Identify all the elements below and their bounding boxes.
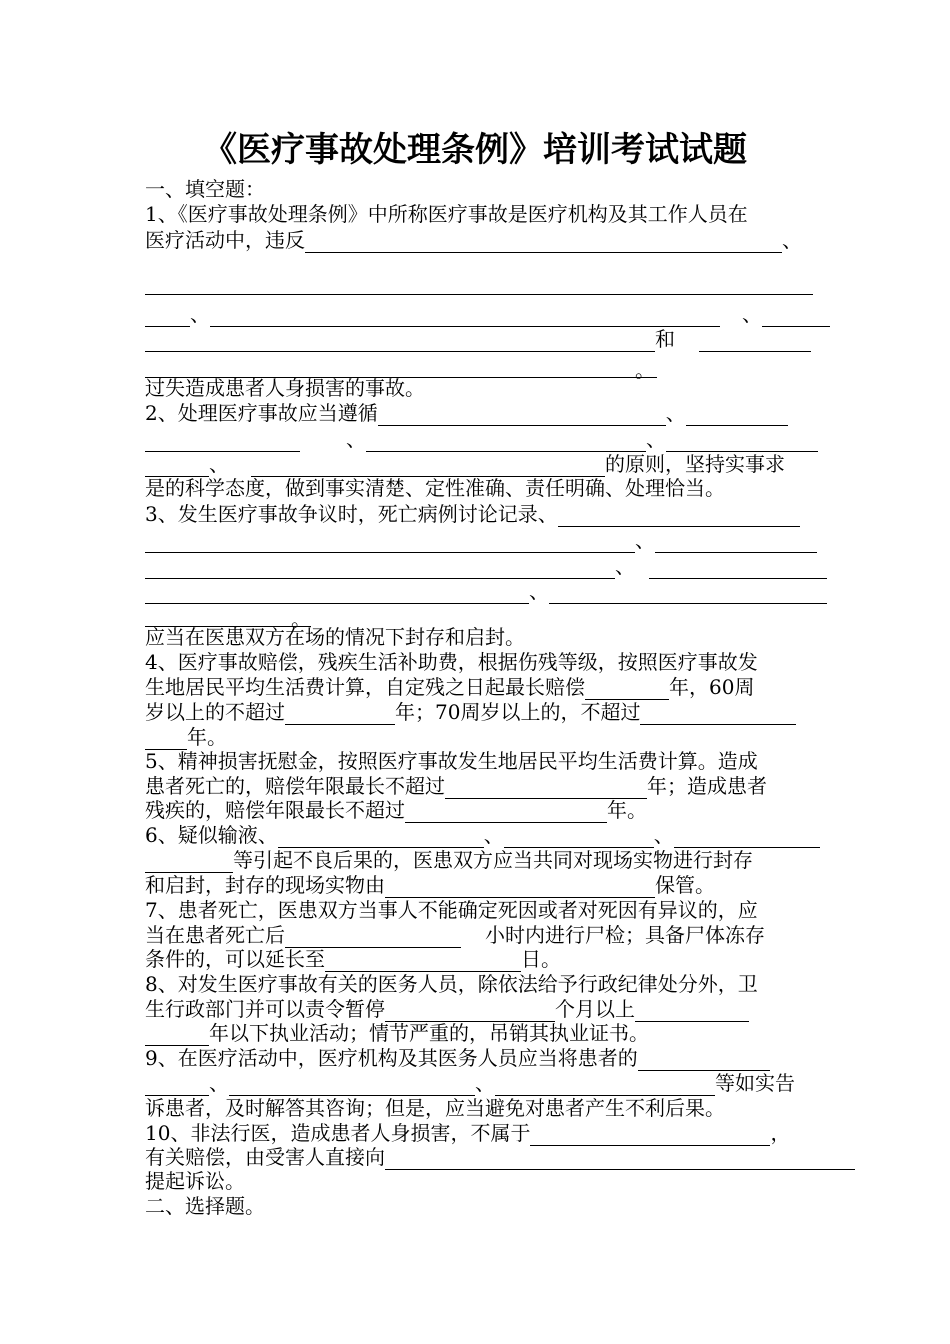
answer-blank bbox=[229, 1075, 475, 1096]
q1-line bbox=[145, 326, 811, 352]
answer-blank bbox=[366, 431, 646, 452]
q6-line bbox=[145, 847, 753, 873]
answer-blank bbox=[145, 558, 615, 579]
q8-line bbox=[145, 996, 749, 1022]
period: 。 bbox=[291, 607, 311, 631]
q9-line bbox=[145, 1070, 795, 1096]
q6-line bbox=[145, 822, 820, 848]
q3-line: 应当在医患双方在场的情况下封存和启封。 bbox=[145, 625, 525, 649]
q2-line bbox=[145, 400, 788, 426]
q6-text: 等引起不良后果的，医患双方应当共同对现场实物进行封存 bbox=[233, 848, 753, 872]
q4-line bbox=[145, 674, 754, 700]
answer-blank bbox=[666, 431, 818, 452]
answer-blank bbox=[640, 704, 796, 725]
q10-text: 有关赔偿，由受害人直接向 bbox=[145, 1145, 385, 1169]
q7-text: 小时内进行尸检；具备尸体冻存 bbox=[485, 923, 765, 947]
q8-line: 8、对发生医疗事故有关的医务人员，除依法给予行政纪律处分外，卫 bbox=[145, 972, 758, 996]
q2-line bbox=[145, 426, 818, 452]
q1-line: 过失造成患者人身损害的事故。 bbox=[145, 376, 425, 400]
q8-text: 生行政部门并可以责令暂停 bbox=[145, 997, 385, 1021]
q4-text: 年；70周岁以上的，不超过 bbox=[395, 700, 641, 724]
answer-blank bbox=[145, 1025, 209, 1046]
answer-blank bbox=[145, 1075, 209, 1096]
q5-line bbox=[145, 773, 767, 799]
separator: 、 bbox=[346, 427, 366, 451]
q10-text: 10、非法行医，造成患者人身损害，不属于 bbox=[145, 1121, 531, 1145]
q5-text: 年。 bbox=[607, 798, 647, 822]
q4-line: 4、医疗事故赔偿，残疾生活补助费，根据伤残等级，按照医疗事故发 bbox=[145, 650, 758, 674]
answer-blank bbox=[385, 1149, 855, 1170]
q10-line: 提起诉讼。 bbox=[145, 1169, 245, 1193]
q2-line bbox=[145, 451, 785, 477]
q5-text: 年；造成患者 bbox=[647, 774, 767, 798]
q3-text: 3、发生医疗事故争议时，死亡病例讨论记录、 bbox=[145, 502, 558, 526]
answer-blank bbox=[674, 827, 820, 848]
q1-line: 1、《医疗事故处理条例》中所称医疗事故是医疗机构及其工作人员在 bbox=[145, 202, 748, 226]
q10-line bbox=[145, 1144, 855, 1170]
q1-line bbox=[145, 227, 802, 253]
answer-blank bbox=[278, 827, 484, 848]
answer-blank bbox=[145, 306, 190, 327]
separator: 、 bbox=[483, 823, 504, 847]
answer-blank bbox=[145, 294, 813, 295]
answer-blank bbox=[145, 852, 233, 873]
answer-blank bbox=[558, 506, 800, 527]
section-heading: 二、选择题。 bbox=[145, 1194, 265, 1218]
q4-line bbox=[145, 724, 227, 750]
q9-line bbox=[145, 1045, 770, 1071]
separator: 、 bbox=[209, 452, 229, 476]
q2-text: 2、处理医疗事故应当遵循 bbox=[145, 401, 378, 425]
q3-line bbox=[145, 527, 817, 553]
answer-blank bbox=[385, 1001, 555, 1022]
q9-text: 9、在医疗活动中，医疗机构及其医务人员应当将患者的 bbox=[145, 1046, 638, 1070]
answer-blank bbox=[325, 951, 521, 972]
q5-line bbox=[145, 797, 647, 823]
q2-text: 的原则，坚持实事求 bbox=[605, 452, 785, 476]
answer-blank bbox=[495, 1075, 715, 1096]
q1-text: 医疗活动中，违反 bbox=[145, 228, 305, 252]
q1-line bbox=[145, 301, 830, 327]
answer-blank bbox=[504, 827, 654, 848]
q8-line bbox=[145, 1020, 649, 1046]
q4-text: 年，60周 bbox=[669, 675, 755, 699]
answer-blank bbox=[385, 877, 655, 898]
answer-blank bbox=[638, 1050, 770, 1071]
answer-blank bbox=[686, 405, 788, 426]
answer-blank bbox=[145, 331, 655, 352]
answer-blank bbox=[305, 232, 782, 253]
q8-text: 年以下执业活动；情节严重的，吊销其执业证书。 bbox=[209, 1021, 649, 1045]
answer-blank bbox=[530, 1125, 770, 1146]
separator: 、 bbox=[209, 1071, 229, 1095]
q7-line: 7、患者死亡，医患双方当事人不能确定死因或者对死因有异议的，应 bbox=[145, 898, 758, 922]
q3-line bbox=[145, 501, 800, 527]
q9-line: 诉患者，及时解答其咨询；但是，应当避免对患者产生不利后果。 bbox=[145, 1096, 725, 1120]
separator: 、 bbox=[615, 554, 635, 578]
answer-blank bbox=[585, 679, 669, 700]
answer-blank bbox=[145, 456, 209, 477]
separator: ， bbox=[770, 1121, 791, 1145]
answer-blank bbox=[699, 331, 811, 352]
q9-text: 等如实告 bbox=[715, 1071, 795, 1095]
separator: 、 bbox=[782, 228, 802, 252]
q4-text: 年。 bbox=[187, 725, 227, 749]
q4-text: 岁以上的不超过 bbox=[145, 700, 285, 724]
separator: 、 bbox=[653, 823, 674, 847]
separator: 、 bbox=[635, 528, 655, 552]
answer-blank bbox=[145, 729, 187, 750]
q6-text: 和启封，封存的现场实物由 bbox=[145, 873, 385, 897]
answer-blank bbox=[655, 532, 817, 553]
separator: 、 bbox=[190, 302, 210, 326]
q4-line bbox=[145, 699, 796, 725]
q7-line bbox=[145, 922, 765, 948]
separator: 、 bbox=[475, 1071, 495, 1095]
answer-blank bbox=[405, 802, 607, 823]
answer-blank bbox=[285, 927, 461, 948]
answer-blank bbox=[445, 778, 647, 799]
q10-line bbox=[145, 1120, 790, 1146]
q8-text: 个月以上 bbox=[555, 997, 635, 1021]
separator: 、 bbox=[646, 427, 666, 451]
separator: 、 bbox=[742, 302, 762, 326]
answer-blank bbox=[251, 456, 605, 477]
answer-blank bbox=[145, 431, 300, 452]
answer-blank bbox=[285, 704, 395, 725]
q6-text: 保管。 bbox=[655, 873, 715, 897]
separator: 、 bbox=[665, 401, 686, 425]
answer-blank bbox=[649, 558, 827, 579]
section-heading: 一、填空题： bbox=[145, 177, 265, 201]
q2-line: 是的科学态度，做到事实清楚、定性准确、责任明确、处理恰当。 bbox=[145, 476, 725, 500]
answer-blank bbox=[762, 306, 830, 327]
answer-blank bbox=[549, 583, 827, 604]
answer-blank bbox=[635, 1001, 749, 1022]
q5-text: 残疾的，赔偿年限最长不超过 bbox=[145, 798, 405, 822]
separator: 、 bbox=[529, 579, 549, 603]
page-title: 《医疗事故处理条例》培训考试试题 bbox=[203, 130, 747, 170]
answer-blank bbox=[210, 306, 720, 327]
q7-text: 日。 bbox=[521, 947, 561, 971]
he-text: 和 bbox=[655, 327, 675, 351]
q7-text: 条件的，可以延长至 bbox=[145, 947, 325, 971]
q4-text: 生地居民平均生活费计算，自定残之日起最长赔偿 bbox=[145, 675, 585, 699]
answer-blank bbox=[145, 532, 635, 553]
q7-line bbox=[145, 946, 561, 972]
period: 。 bbox=[635, 358, 655, 382]
answer-blank bbox=[378, 405, 666, 426]
q6-line bbox=[145, 872, 715, 898]
q7-text: 当在患者死亡后 bbox=[145, 923, 285, 947]
q5-text: 患者死亡的，赔偿年限最长不超过 bbox=[145, 774, 445, 798]
q5-line: 5、精神损害抚慰金，按照医疗事故发生地居民平均生活费计算。造成 bbox=[145, 749, 758, 773]
q3-line bbox=[145, 553, 827, 579]
q6-text: 6、疑似输液、 bbox=[145, 823, 278, 847]
